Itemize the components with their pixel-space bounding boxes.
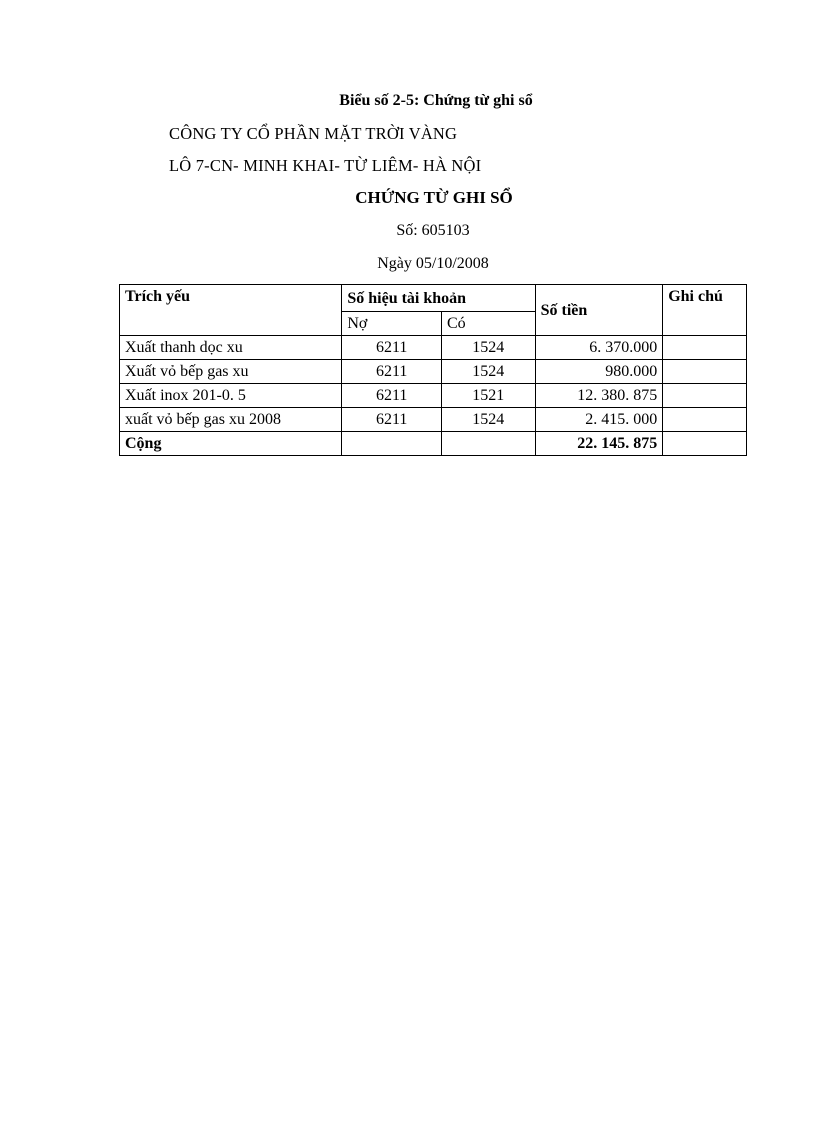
table-row bbox=[120, 360, 747, 384]
row-amount: 12. 380. 875 bbox=[535, 384, 663, 408]
header-account-number: Số hiệu tài khoản bbox=[342, 285, 535, 312]
row-description: Xuất thanh dọc xu bbox=[120, 336, 342, 360]
row-description: Xuất inox 201-0. 5 bbox=[120, 384, 342, 408]
table-row bbox=[120, 408, 747, 432]
header-description: Trích yếu bbox=[120, 285, 342, 336]
row-description: Xuất vỏ bếp gas xu bbox=[120, 360, 342, 384]
row-credit: 1524 bbox=[441, 336, 535, 360]
table-header-row bbox=[120, 285, 747, 312]
row-note bbox=[663, 384, 747, 408]
total-debit-empty bbox=[342, 432, 442, 456]
header-note: Ghi chú bbox=[663, 285, 747, 336]
company-address: LÔ 7-CN- MINH KHAI- TỪ LIÊM- HÀ NỘI bbox=[169, 156, 482, 175]
row-amount: 2. 415. 000 bbox=[535, 408, 663, 432]
row-note bbox=[663, 336, 747, 360]
total-credit-empty bbox=[441, 432, 535, 456]
row-credit: 1521 bbox=[441, 384, 535, 408]
row-credit: 1524 bbox=[441, 360, 535, 384]
row-note bbox=[663, 360, 747, 384]
table-row bbox=[120, 384, 747, 408]
row-debit: 6211 bbox=[342, 384, 442, 408]
company-name: CÔNG TY CỔ PHẦN MẶT TRỜI VÀNG bbox=[169, 124, 458, 143]
total-note-empty bbox=[663, 432, 747, 456]
header-amount: Số tiền bbox=[535, 285, 663, 336]
row-debit: 6211 bbox=[342, 336, 442, 360]
row-amount: 6. 370.000 bbox=[535, 336, 663, 360]
document-title: CHỨNG TỪ GHI SỔ bbox=[355, 188, 513, 207]
row-description: xuất vỏ bếp gas xu 2008 bbox=[120, 408, 342, 432]
row-amount: 980.000 bbox=[535, 360, 663, 384]
header-debit: Nợ bbox=[342, 312, 442, 336]
voucher-table bbox=[119, 284, 747, 456]
table-total-row bbox=[120, 432, 747, 456]
document-caption: Biểu số 2-5: Chứng từ ghi sổ bbox=[339, 92, 533, 109]
table-row bbox=[120, 336, 747, 360]
header-credit: Có bbox=[441, 312, 535, 336]
total-amount: 22. 145. 875 bbox=[535, 432, 663, 456]
row-credit: 1524 bbox=[441, 408, 535, 432]
document-date: Ngày 05/10/2008 bbox=[377, 255, 489, 272]
document-number: Số: 605103 bbox=[396, 222, 470, 239]
row-debit: 6211 bbox=[342, 360, 442, 384]
row-note bbox=[663, 408, 747, 432]
total-label: Cộng bbox=[120, 432, 342, 456]
row-debit: 6211 bbox=[342, 408, 442, 432]
